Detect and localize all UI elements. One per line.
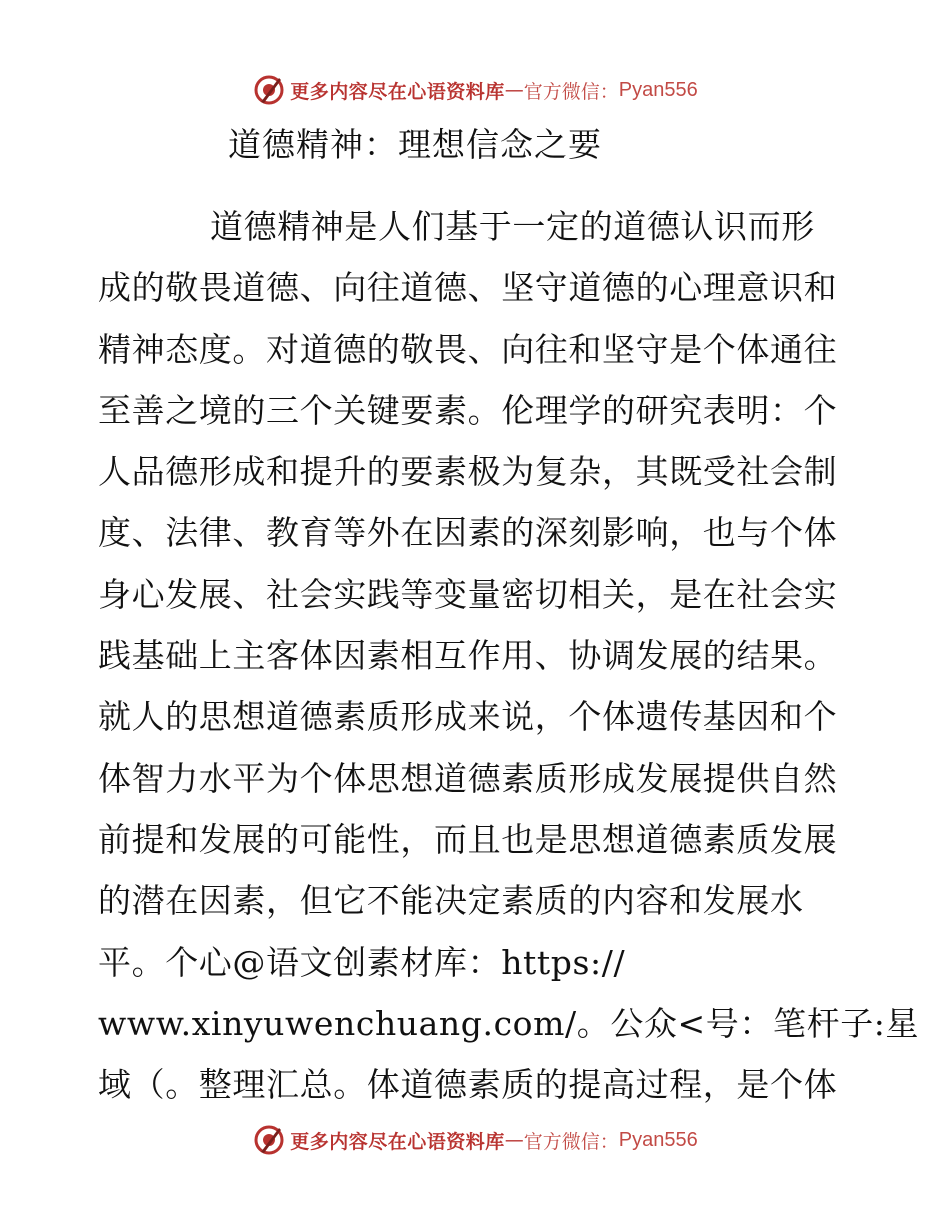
paragraph-line: 成的敬畏道德、向往道德、坚守道德的心理意识和 xyxy=(98,268,838,308)
paragraph-line: 度、法律、教育等外在因素的深刻影响，也与个体 xyxy=(98,513,838,553)
watermark-promo-text: 更多内容尽在心语资料库 xyxy=(290,80,505,103)
document-paragraph xyxy=(98,196,920,1115)
paragraph-line: 身心发展、社会实践等变量密切相关，是在社会实 xyxy=(98,574,838,614)
paragraph-line: 平。个心@语文创素材库：https:// xyxy=(98,942,626,982)
watermark-separator: — xyxy=(504,1129,524,1151)
paragraph-line: 至善之境的三个关键要素。伦理学的研究表明：个 xyxy=(98,390,838,430)
paragraph-line: 域（。整理汇总。体道德素质的提高过程，是个体 xyxy=(98,1065,838,1105)
watermark-promo-text: 更多内容尽在心语资料库 xyxy=(290,1130,505,1153)
paragraph-line: 的潜在因素，但它不能决定素质的内容和发展水 xyxy=(98,881,804,921)
footer-watermark xyxy=(0,1120,950,1160)
watermark-separator: — xyxy=(504,79,524,101)
header-watermark xyxy=(0,70,950,110)
watermark-wechat-label: 官方微信： xyxy=(523,80,619,103)
watermark-wechat-id: Pyan556 xyxy=(618,78,698,101)
paragraph-line: 人品德形成和提升的要素极为复杂，其既受社会制 xyxy=(98,452,838,492)
paragraph-line: 道德精神是人们基于一定的道德认识而形 xyxy=(210,207,815,246)
paragraph-line: 践基础上主客体因素相互作用、协调发展的结果。 xyxy=(98,636,838,676)
document-title: 道德精神：理想信念之要 xyxy=(228,125,602,164)
paragraph-line: 体智力水平为个体思想道德素质形成发展提供自然 xyxy=(98,758,838,798)
paragraph-line: 就人的思想道德素质形成来说，个体遗传基因和个 xyxy=(98,697,838,737)
paragraph-line: www.xinyuwenchuang.com/。公众<号：笔杆子:星 xyxy=(98,1003,920,1043)
quill-logo-icon xyxy=(252,73,286,107)
paragraph-line: 精神态度。对道德的敬畏、向往和坚守是个体通往 xyxy=(98,329,838,369)
quill-logo-icon xyxy=(252,1123,286,1157)
watermark-wechat-label: 官方微信： xyxy=(523,1130,619,1153)
paragraph-line: 前提和发展的可能性，而且也是思想道德素质发展 xyxy=(98,819,838,859)
watermark-wechat-id: Pyan556 xyxy=(618,1128,698,1151)
